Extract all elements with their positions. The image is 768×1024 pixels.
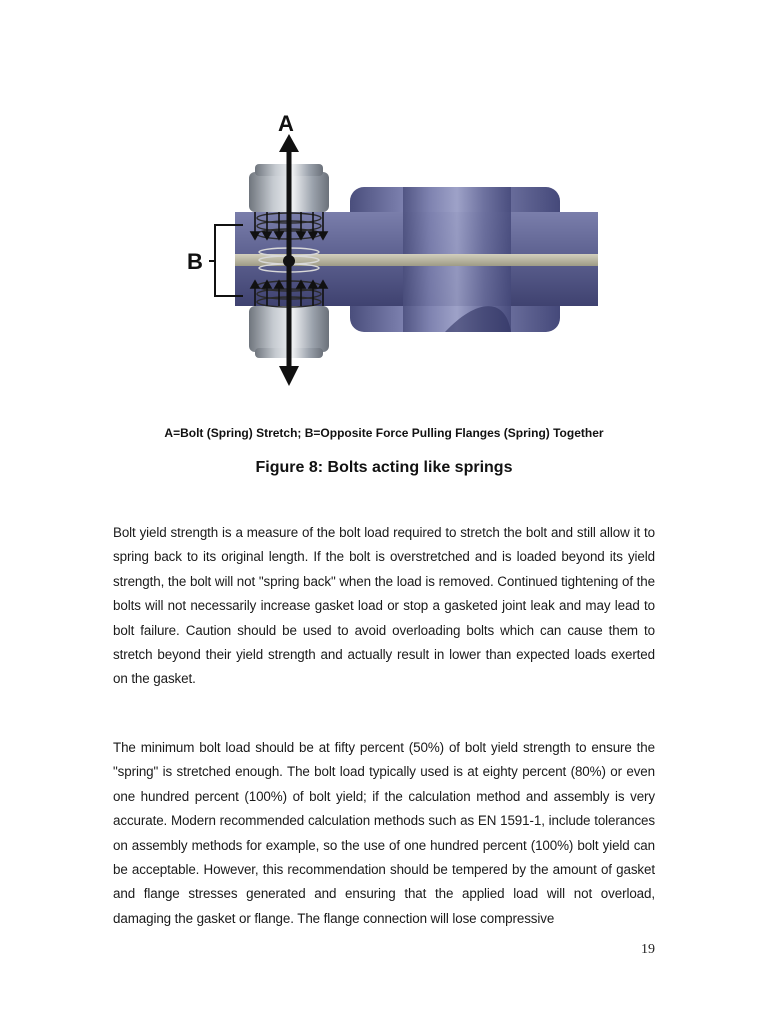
body-paragraph-2: The minimum bolt load should be at fifty percent (50%) of bolt yield strength to ensure the "spring" is stretched enough. The bolt load typically used is at eighty percent (80%) or even one hundred percent (100%) of bolt yield; if the calculation method and assembly is very accurate. Modern recommended calculation methods such as EN 1591-1, include tolerances on assembly methods for example, so the use of one hundred percent (100%) bolt yield can be acceptable. However, this recommendation should be tempered by the amount of gasket and flange stresses generated and ensuring that the applied load will not overload, damaging the gasket or flange. The flange connection will lose compressive [113,740,655,926]
bolt-spring-illustration [175,100,598,410]
figure-caption: A=Bolt (Spring) Stretch; B=Opposite Force Pulling Flanges (Spring) Together [164,426,604,440]
label-b: B [187,249,203,274]
bolt-spring-figure [175,100,598,410]
figure-title: Figure 8: Bolts acting like springs [255,459,513,476]
page-number: 19 [641,942,655,957]
body-paragraph-1: Bolt yield strength is a measure of the bolt load required to stretch the bolt and still allow it to spring back to its original length. If the bolt is overstretched and is loaded beyond its yield strength, the bolt will not "spring back" when the load is removed. Continued tightening of the bolts will not necessarily increase gasket load or stop a gasketed joint leak and may lead to bolt failure. Caution should be used to avoid overloading bolts which can cause them to stretch beyond their yield strength and actually result in lower than expected loads exerted on the gasket. [113,525,655,687]
label-a: A [278,111,294,136]
